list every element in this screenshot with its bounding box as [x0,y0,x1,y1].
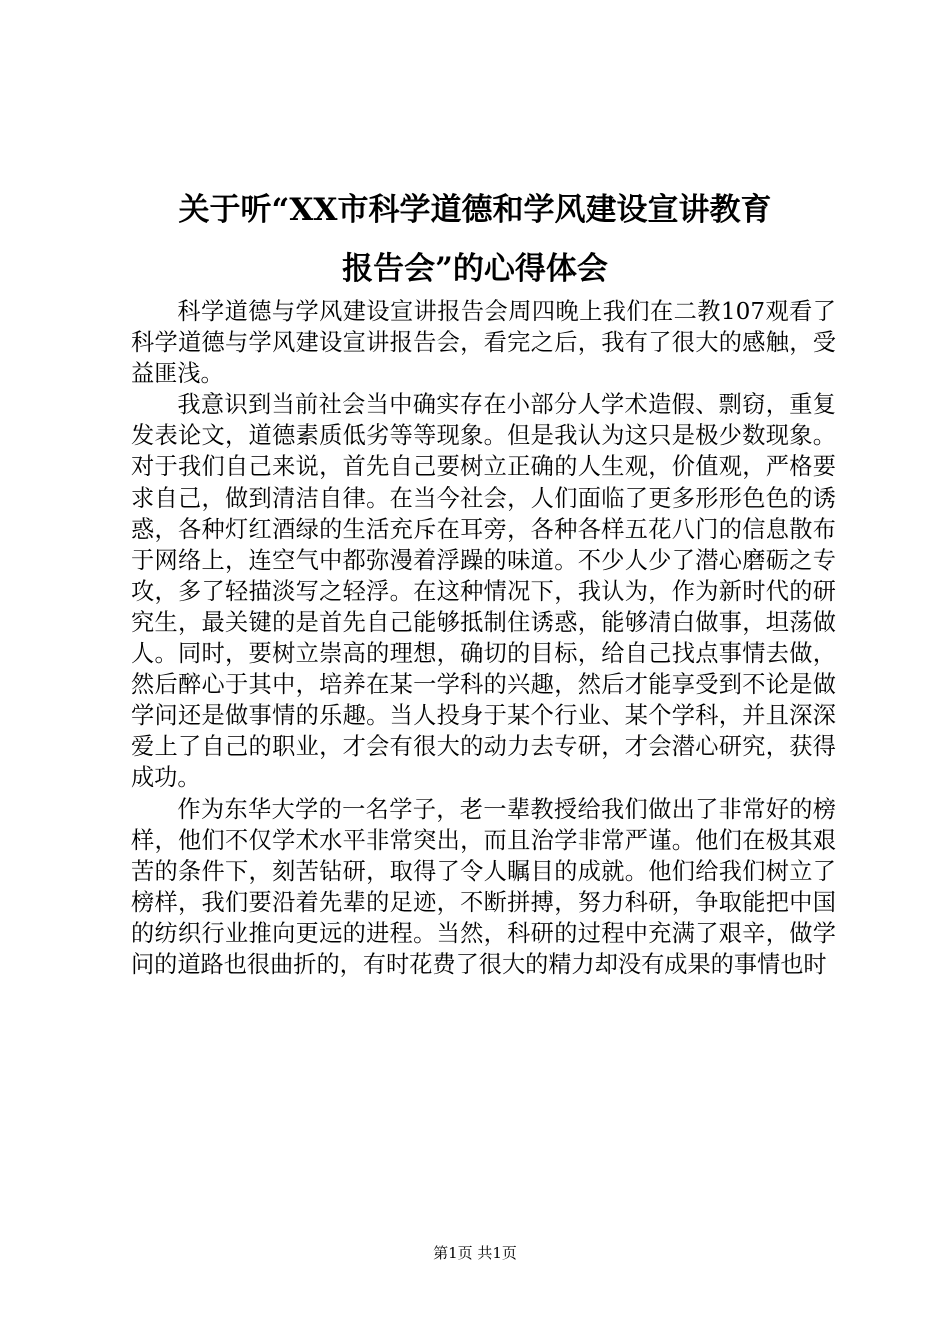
paragraph-3: 作为东华大学的一名学子，老一辈教授给我们做出了非常好的榜样，他们不仅学术水平非常突出，而且治学非常严谨。他们在极其艰苦的条件下，刻苦钻研，取得了令人瞩目的成就。他们给我们树立了榜样，我们要沿着先辈的足迹，不断拼搏，努力科研，争取能把中国的纺织行业推向更远的进程。当然，科研的过程中充满了艰辛，做学问的道路也很曲折的，有时花费了很大的精力却没有成果的事情也时 [131,795,836,978]
page-footer: 第1页 共1页 [433,1244,517,1262]
paragraph-2: 我意识到当前社会当中确实存在小部分人学术造假、剽窃，重复发表论文，道德素质低劣等等现象。但是我认为这只是极少数现象。对于我们自己来说，首先自己要树立正确的人生观，价值观，严格要求自己，做到清洁自律。在当今社会，人们面临了更多形形色色的诱惑，各种灯红酒绿的生活充斥在耳旁，各种各样五花八门的信息散布于网络上，连空气中都弥漫着浮躁的味道。不少人少了潜心磨砺之专攻，多了轻描淡写之轻浮。在这种情况下，我认为，作为新时代的研究生，最关键的是首先自己能够抵制住诱惑，能够清白做事，坦荡做人。同时，要树立崇高的理想，确切的目标，给自己找点事情去做，然后醉心于其中，培养在某一学科的兴趣，然后才能享受到不论是做学问还是做事情的乐趣。当人投身于某个行业、某个学科，并且深深爱上了自己的职业，才会有很大的动力去专研，才会潜心研究，获得成功。 [131,391,836,792]
paragraph-1: 科学道德与学风建设宣讲报告会周四晚上我们在二教107观看了科学道德与学风建设宣讲报告会，看完之后，我有了很大的感触，受益匪浅。 [131,298,836,388]
document-title-line-1: 关于听“XX市科学道德和学风建设宣讲教育 [178,192,772,228]
document-title-line-2: 报告会”的心得体会 [342,251,608,287]
document-body [131,296,836,980]
